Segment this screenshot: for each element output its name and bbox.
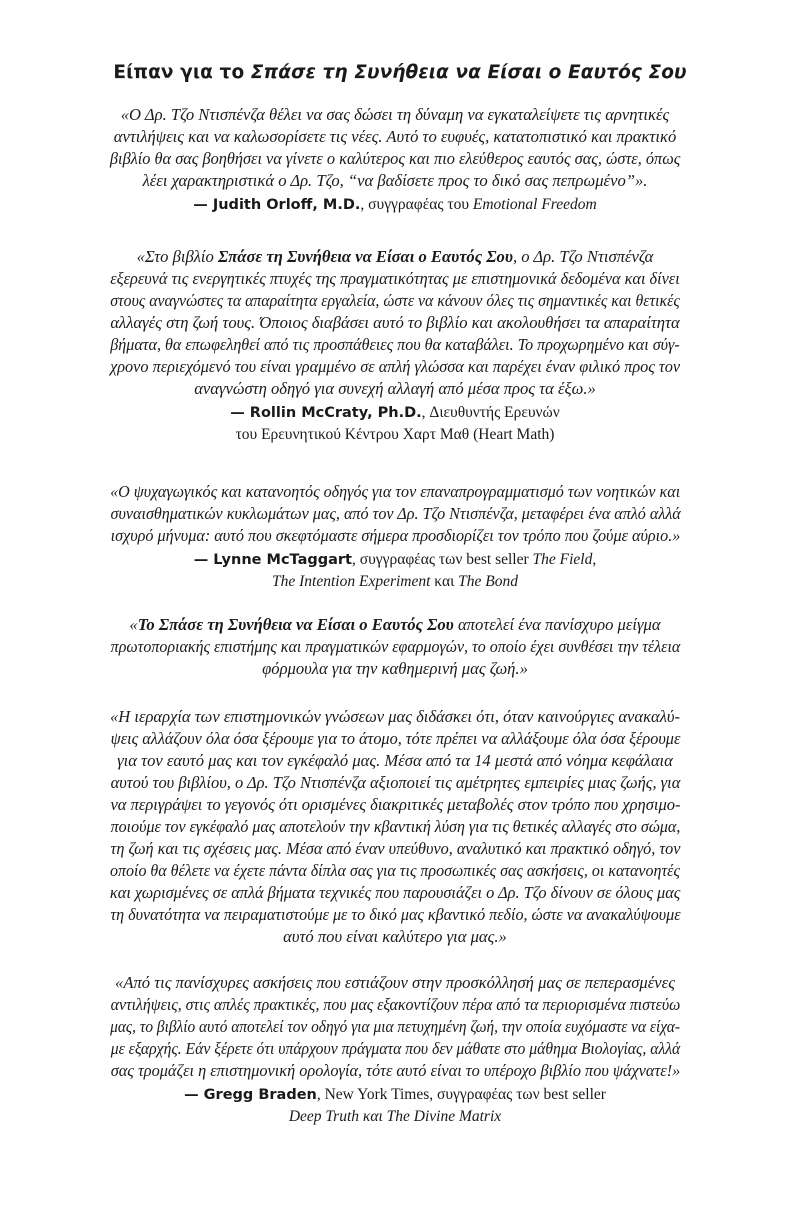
testimonial-quote: «Το Σπάσε τη Συνήθεια να Είσαι ο Εαυτός Σου αποτελεί ένα πανίσχυρο μείγμα πρωτοποριακής επιστήμης και πραγματικών εφαρμογών, το οποίο έχει συνθέσει την τέλεια φόρμουλα για την καθημερινή μας ζωή.» (110, 615, 680, 678)
author-work: The Bond (458, 573, 518, 590)
quoted-book-title: Σπάσε τη Συνήθεια να Είσαι ο Εαυτός Σου (217, 247, 513, 266)
author-affiliation: του Ερευνητικού Κέντρου Χαρτ Μαθ (Heart Math) (235, 426, 555, 443)
testimonial-quote: «Ο Δρ. Τζο Ντισπένζα θέλει να σας δώσει τη δύναμη να εγκαταλείψετε τις αρνητικές αντιλήψεις και να καλωσορίσετε τις νέες. Αυτό το ευφυές, κατατοπιστικό και πρακτικό βιβλίο θα σας βοηθήσει να γίνετε ο καλύτερος και πιο ελεύθερος εαυτός σας, ώστε, όπως λέει χαρακτηριστικά ο Δρ. Τζο, “να βαδίσετε προς το δικό σας πεπρωμένο”». (109, 105, 681, 190)
author-work: Deep Truth και The Divine Matrix (288, 1108, 502, 1125)
testimonial-attribution: — Rollin McCraty, Ph.D., Διευθυντής Ερευνών του Ερευνητικού Κέντρου Χαρτ Μαθ (Heart Math) (230, 404, 560, 443)
author-name: Judith Orloff, M.D. (212, 197, 361, 213)
title-book-name: Σπάσε τη Συνήθεια να Είσαι ο Εαυτός Σου (250, 62, 687, 83)
testimonial-mctaggart (110, 481, 680, 593)
testimonial-orloff (110, 104, 680, 216)
testimonial-quote: «Από τις πανίσχυρες ασκήσεις που εστιάζουν στην προσκόλλησή μας σε πεπερασμένες αντιλήψεις, στις απλές πρακτικές, που μας εξακοντίζουν πέρα από τα περιορισμένα πιστεύω μας, το βιβλίο αυτό αποτελεί τον οδηγό για μια πετυχημένη ζωή, την οποία ευχόμαστε να είχα- με εξαρχής. Εάν ξέρετε ότι υπάρχουν πράγματα που δεν μάθατε στο μάθημα Βιολογίας, αλλά σας τρομάζει η επιστημονική ορολογία, τότε αυτό είναι το υπέροχο βιβλίο που ψάχνατε!» (110, 973, 680, 1080)
author-name: Gregg Braden (203, 1087, 317, 1103)
testimonial-quote: «Ο ψυχαγωγικός και κατανοητός οδηγός για τον επαναπρογραμματισμό των νοητικών και συναισθηματικών κυκλωμάτων μας, από τον Δρ. Τζο Ντισπένζα, μεταφέρει ένα απλό αλλά ισχυρό μήνυμα: αυτό που σκεφτόμαστε σήμερα προσδιορίζει τον τρόπο που ζούμε αύριο.» (110, 482, 681, 545)
quoted-book-title: Το Σπάσε τη Συνήθεια να Είσαι ο Εαυτός Σου (137, 615, 454, 634)
author-name: Lynne McTaggart (213, 552, 352, 568)
testimonial-mccraty (110, 246, 680, 446)
testimonial-hierarchy (110, 706, 680, 948)
author-work: Emotional Freedom (472, 196, 597, 213)
testimonial-attribution: — Judith Orloff, M.D., συγγραφέας του Emotional Freedom (193, 196, 597, 213)
testimonial-braden (110, 972, 680, 1128)
testimonial-quote: «Η ιεραρχία των επιστημονικών γνώσεων μας διδάσκει ότι, όταν καινούργιες ανακαλύ- ψεις αλλάζουν όλα όσα ξέρουμε για το άτομο, τότε πρέπει να αλλάξουμε όλα όσα ξέρουμε για τον εαυτό μας και τον εγκέφαλό μας. Μέσα από τα 14 μεστά από νόημα κεφάλαια αυτού του βιβλίου, ο Δρ. Τζο Ντισπένζα αξιοποιεί τις αμέτρητες εμπειρίες μιας ζωής, για να περιγράψει το γεγονός ότι ορισμένες διακριτικές μεταβολές στον τρόπο που χρησιμο- ποιούμε τον εγκέφαλό μας αποτελούν την κβαντική λύση για τις θετικές αλλαγές στο σώμα, τη ζωή και τις σχέσεις μας. Μέσα από έναν υπεύθυνο, αναλυτικό και πρακτικό οδηγό, τον οποίο θα θέλετε να έχετε πάντα δίπλα σας για τις προσωπικές σας ασκήσεις, οι κατανοητές και χωρισμένες σε απλά βήματα τεχνικές που παρουσιάζει ο Δρ. Τζο δίνουν σε όλους μας τη δυνατότητα να πειραματιστούμε με το δικό μας κβαντικό πεδίο, ώστε να ανακαλύψουμε αυτό που είναι καλύτερο για μας.» (109, 707, 681, 946)
author-work: The Intention Experiment (272, 573, 431, 590)
testimonial-anonymous (110, 614, 680, 680)
testimonial-attribution: — Lynne McTaggart, συγγραφέας των best seller The Field, The Intention Experiment και The Bond (193, 551, 597, 590)
page-title (0, 62, 800, 83)
author-name: Rollin McCraty, Ph.D. (249, 405, 422, 421)
testimonial-attribution: — Gregg Braden, New York Times, συγγραφέας των best seller Deep Truth και The Divine Matrix (184, 1086, 606, 1125)
author-work: The Field (532, 551, 593, 568)
title-prefix: Είπαν για το (113, 62, 251, 83)
testimonial-quote: «Στο βιβλίο Σπάσε τη Συνήθεια να Είσαι ο Εαυτός Σου, ο Δρ. Τζο Ντισπένζα εξερευνά τις ενεργητικές πτυχές της πραγματικότητας με επιστημονικά δεδομένα και δίνει στους αναγνώστες τα απαραίτητα εργαλεία, ώστε να κάνουν όλες τις σημαντικές και θετικές αλλαγές στη ζωή τους. Όποιος διαβάσει αυτό το βιβλίο και ακολουθήσει τα απαραίτητα βήματα, θα επωφεληθεί από τις προσπάθειες που θα καταβάλει. Το προχωρημένο και σύγ- χρονο περιεχόμενό του είναι γραμμένο σε απλή γλώσσα και παρέχει έναν φιλικό προς τον αναγνώστη οδηγό για συνεχή αλλαγή από μέσα προς τα έξω.» (110, 247, 681, 398)
